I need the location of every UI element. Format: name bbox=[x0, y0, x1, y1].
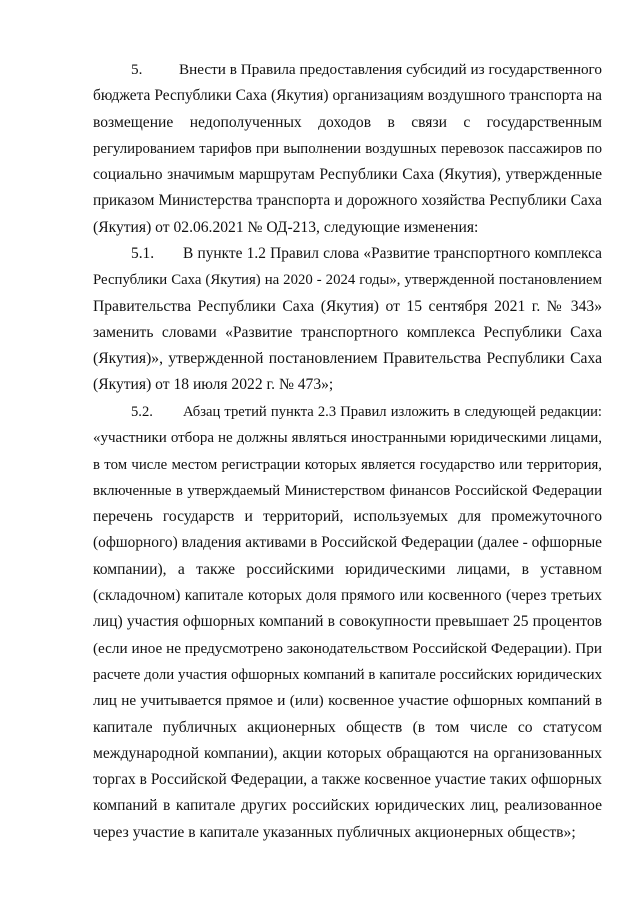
paragraph-line: компаний в капитале других российских юридических лиц, реализованное bbox=[93, 797, 602, 815]
paragraph-line: перечень государств и территорий, используемых для промежуточного bbox=[93, 508, 602, 526]
paragraph-line bbox=[93, 57, 602, 83]
paragraph-line: Республики Саха (Якутия) на 2020 - 2024 годы», утвержденной постановлением bbox=[93, 272, 602, 289]
paragraph-line: международной компании), акции которых обращаются на организованных bbox=[93, 744, 602, 762]
line-text: Внести в Правила предоставления субсидий из государственного bbox=[179, 61, 602, 78]
paragraph-line: (складочном) капитале которых доля прямого или косвенного (через третьих bbox=[93, 587, 602, 605]
paragraph-line: бюджета Республики Саха (Якутия) организациям воздушного транспорта на bbox=[93, 87, 602, 105]
item-number: 5.1. bbox=[131, 245, 155, 262]
paragraph-item-5-1 bbox=[93, 241, 602, 399]
paragraph-line: в том числе местом регистрации которых является государство или территория, bbox=[93, 456, 602, 473]
paragraph-line: компании), а также российскими юридическими лицами, в уставном bbox=[93, 560, 602, 578]
paragraph-line: лиц) участия офшорных компаний в совокупности превышает 25 процентов bbox=[93, 613, 602, 631]
paragraph-line: включенные в утверждаемый Министерством финансов Российской Федерации bbox=[93, 482, 602, 499]
paragraph-line: лиц не учитывается прямое и (или) косвенное участие офшорных компаний в bbox=[93, 692, 602, 710]
paragraph-item-5 bbox=[93, 57, 602, 241]
paragraph-line: «участники отбора не должны являться иностранными юридическими лицами, bbox=[93, 430, 602, 447]
line-text: В пункте 1.2 Правил слова «Развитие транспортного комплекса bbox=[183, 245, 602, 262]
line-text: Абзац третий пункта 2.3 Правил изложить в следующей редакции: bbox=[183, 404, 602, 420]
paragraph-line: Правительства Республики Саха (Якутия) от 15 сентября 2021 г. № 343» bbox=[93, 297, 602, 315]
paragraph-line: (офшорного) владения активами в Российской Федерации (далее - офшорные bbox=[93, 534, 602, 552]
paragraph-line bbox=[93, 399, 602, 425]
paragraph-line: социально значимым маршрутам Республики Саха (Якутия), утвержденные bbox=[93, 166, 602, 184]
paragraph-line: заменить словами «Развитие транспортного комплекса Республики Саха bbox=[93, 323, 602, 341]
paragraph-line: через участие в капитале указанных публичных акционерных обществ»; bbox=[93, 823, 576, 841]
paragraph-line: расчете доли участия офшорных компаний в капитале российских юридических bbox=[93, 666, 602, 683]
item-number: 5. bbox=[131, 61, 143, 78]
item-number: 5.2. bbox=[131, 404, 153, 420]
paragraph-line: (Якутия) от 18 июля 2022 г. № 473»; bbox=[93, 376, 334, 394]
paragraph-line: капитале публичных акционерных обществ (в том числе со статусом bbox=[93, 718, 602, 736]
paragraph-line: торгах в Российской Федерации, а также косвенное участие таких офшорных bbox=[93, 771, 602, 789]
paragraph-line: регулированием тарифов при выполнении воздушных перевозок пассажиров по bbox=[93, 140, 602, 157]
paragraph-item-5-2 bbox=[93, 399, 602, 846]
paragraph-line: (Якутия) от 02.06.2021 № ОД-213, следующие изменения: bbox=[93, 218, 479, 236]
paragraph-line: (если иное не предусмотрено законодательством Российской Федерации). При bbox=[93, 639, 602, 657]
paragraph-line: приказом Министерства транспорта и дорожного хозяйства Республики Саха bbox=[93, 192, 602, 210]
paragraph-line: возмещение недополученных доходов в связи с государственным bbox=[93, 113, 602, 131]
paragraph-line: (Якутия)», утвержденной постановлением Правительства Республики Саха bbox=[93, 350, 602, 368]
paragraph-line bbox=[93, 241, 602, 267]
